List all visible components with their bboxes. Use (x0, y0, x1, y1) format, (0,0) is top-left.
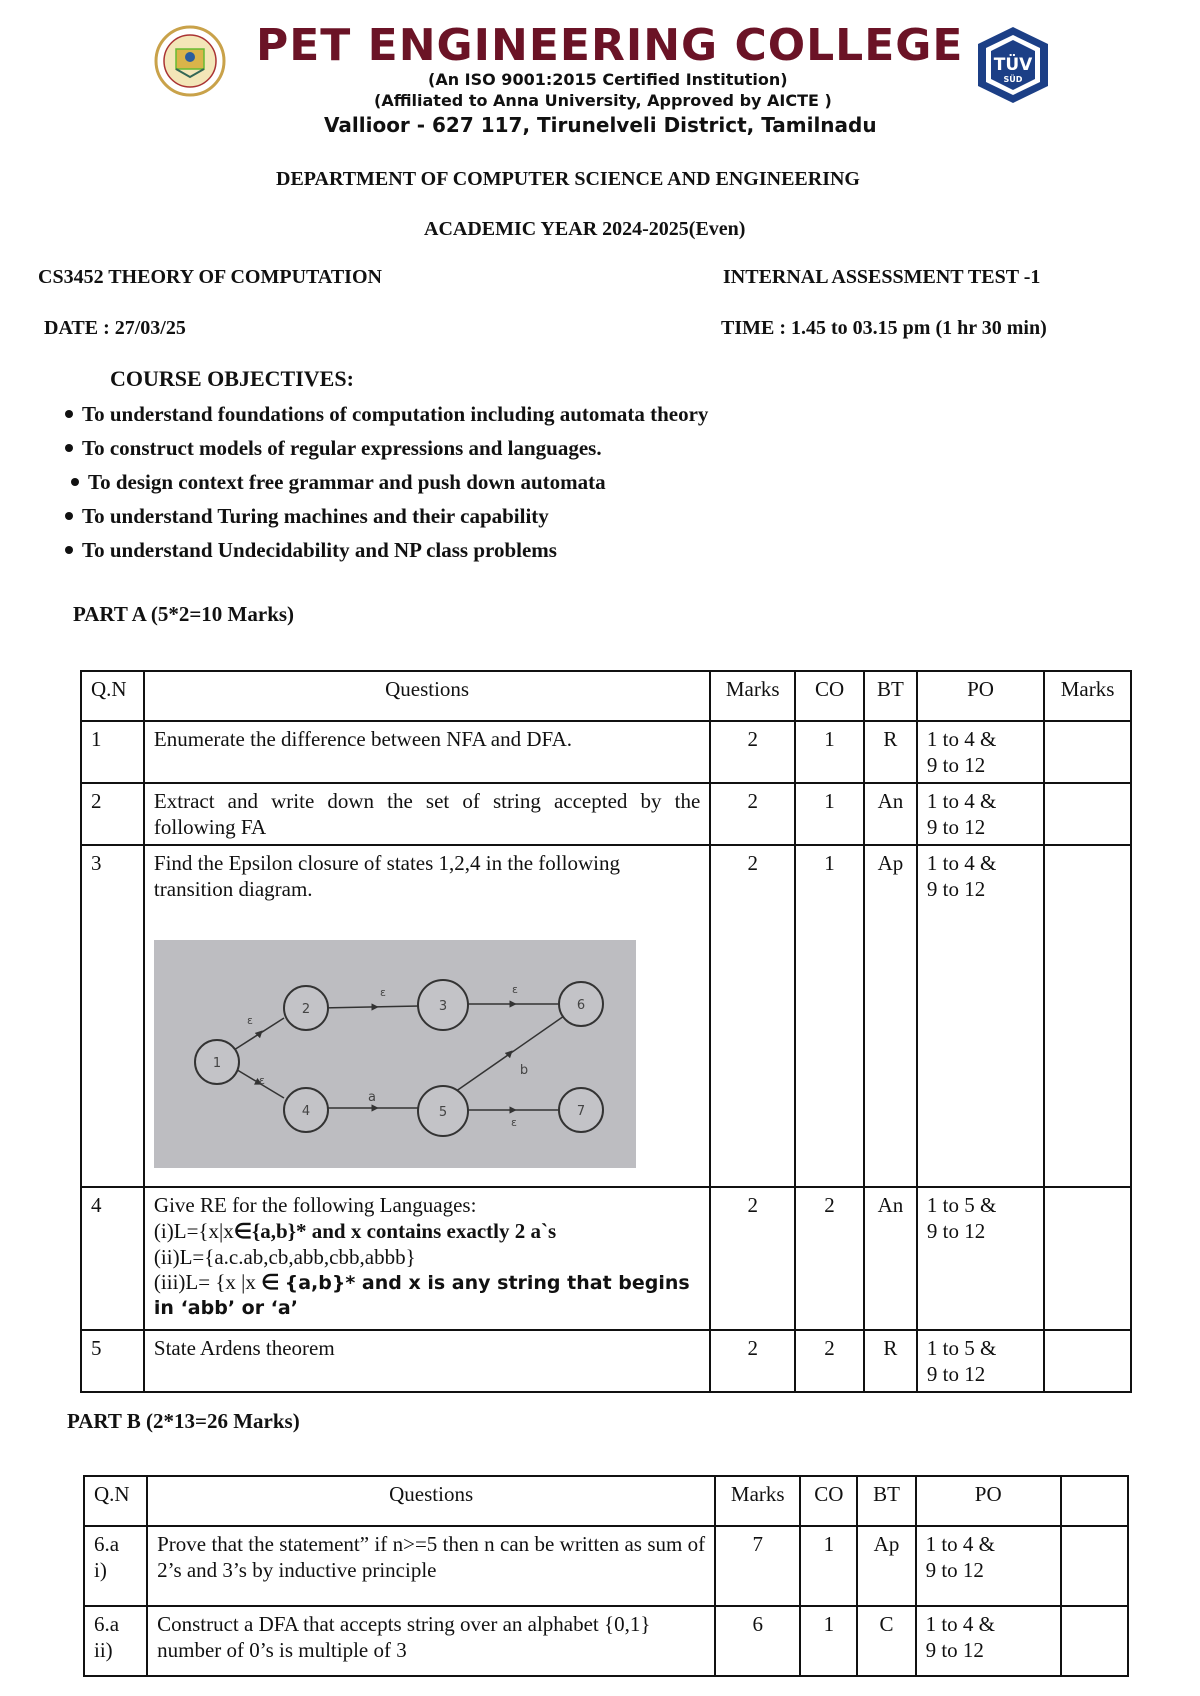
objective-item: To understand foundations of computation including automata theory (65, 400, 708, 434)
test-title: INTERNAL ASSESSMENT TEST -1 (723, 266, 1041, 288)
tuv-logo-subtext: SÜD (1003, 75, 1023, 84)
table-row (81, 845, 1131, 1187)
table-row (81, 1330, 1131, 1392)
exam-date: DATE : 27/03/25 (44, 317, 186, 339)
awarded-marks-cell (1044, 1330, 1131, 1392)
question-co: 2 (795, 1187, 864, 1330)
part-a-header-row (81, 671, 1131, 721)
question-number: 6.a i) (84, 1526, 147, 1606)
part-a-heading: PART A (5*2=10 Marks) (73, 602, 295, 626)
course-objectives-list (65, 400, 708, 570)
edge-label: ε (511, 983, 518, 996)
edge-label: ε (379, 986, 386, 999)
col-header-marks: Marks (710, 671, 795, 721)
question-bt: Ap (864, 845, 917, 1187)
table-row (81, 721, 1131, 783)
academic-year: ACADEMIC YEAR 2024-2025(Even) (424, 218, 746, 240)
question-number: 5 (81, 1330, 144, 1392)
question-po: 1 to 4 & 9 to 12 (917, 845, 1044, 1187)
question-subpart-ii: (ii)L={a.c.ab,cb,abb,cbb,abbb} (153, 1245, 416, 1269)
edge-label: ε (246, 1014, 253, 1027)
col-header-questions: Questions (144, 671, 710, 721)
edge-label: a (367, 1090, 376, 1105)
question-text: Construct a DFA that accepts string over an alphabet {0,1} number of 0’s is multiple of 3 (147, 1606, 715, 1676)
tuv-logo-text: TÜV (993, 55, 1033, 75)
question-bt: R (864, 721, 917, 783)
col-header-blank (1061, 1476, 1128, 1526)
question-co: 1 (795, 845, 864, 1187)
course-title: CS3452 THEORY OF COMPUTATION (38, 266, 382, 288)
question-cell (144, 845, 710, 1187)
question-co: 2 (795, 1330, 864, 1392)
question-marks: 6 (715, 1606, 800, 1676)
question-number: 6.a ii) (84, 1606, 147, 1676)
question-marks: 2 (710, 1330, 795, 1392)
question-marks: 2 (710, 783, 795, 845)
question-po: 1 to 4 & 9 to 12 (916, 1606, 1061, 1676)
objective-item: To design context free grammar and push down automata (65, 468, 708, 502)
state-label: 2 (301, 1002, 311, 1017)
col-header-bt: BT (857, 1476, 915, 1526)
part-a-table (80, 670, 1132, 1393)
question-subpart-i: (i)L={x|x∈{a,b}* and x contains exactly 2 a`s (153, 1219, 557, 1243)
awarded-marks-cell (1061, 1606, 1128, 1676)
col-header-bt: BT (864, 671, 917, 721)
college-name: PET ENGINEERING COLLEGE (256, 20, 964, 71)
awarded-marks-cell (1044, 1187, 1131, 1330)
question-po: 1 to 5 & 9 to 12 (917, 1330, 1044, 1392)
question-po: 1 to 4 & 9 to 12 (917, 783, 1044, 845)
col-header-co: CO (795, 671, 864, 721)
state-label: 6 (576, 998, 586, 1013)
col-header-awarded-marks: Marks (1044, 671, 1131, 721)
part-b-heading: PART B (2*13=26 Marks) (67, 1409, 300, 1433)
edge-label: ε (258, 1074, 265, 1087)
question-po: 1 to 5 & 9 to 12 (917, 1187, 1044, 1330)
question-number: 2 (81, 783, 144, 845)
question-marks: 2 (710, 845, 795, 1187)
question-marks: 2 (710, 721, 795, 783)
question-bt: An (864, 1187, 917, 1330)
question-bt: C (857, 1606, 915, 1676)
col-header-po: PO (917, 671, 1044, 721)
col-header-qn: Q.N (81, 671, 144, 721)
awarded-marks-cell (1044, 845, 1131, 1187)
question-subpart-iii: (iii)L= {x |x ∈ {a,b}* and x is any string that begins in ‘abb’ or ‘a’ (153, 1270, 690, 1319)
question-co: 1 (795, 721, 864, 783)
col-header-co: CO (800, 1476, 857, 1526)
question-co: 1 (800, 1606, 857, 1676)
table-row (84, 1526, 1128, 1606)
question-number: 3 (81, 845, 144, 1187)
table-row (84, 1606, 1128, 1676)
state-label: 3 (438, 999, 448, 1014)
question-bt: An (864, 783, 917, 845)
state-label: 4 (301, 1104, 311, 1119)
edge-label: ε (510, 1116, 517, 1129)
tuv-sud-certification-logo (968, 24, 1058, 106)
col-header-marks: Marks (715, 1476, 800, 1526)
edge-label: b (519, 1063, 529, 1078)
question-marks: 7 (715, 1526, 800, 1606)
state-label: 5 (438, 1105, 448, 1120)
awarded-marks-cell (1044, 721, 1131, 783)
question-marks: 2 (710, 1187, 795, 1330)
question-text: Extract and write down the set of string accepted by the following FA (144, 783, 710, 845)
table-row (81, 783, 1131, 845)
state-label: 1 (212, 1056, 222, 1071)
awarded-marks-cell (1044, 783, 1131, 845)
college-emblem-logo (150, 25, 230, 97)
college-address: Vallioor - 627 117, Tirunelveli District, Tamilnadu (324, 113, 877, 137)
objective-item: To construct models of regular expressions and languages. (65, 434, 708, 468)
question-number: 4 (81, 1187, 144, 1330)
question-bt: R (864, 1330, 917, 1392)
question-number: 1 (81, 721, 144, 783)
question-po: 1 to 4 & 9 to 12 (917, 721, 1044, 783)
question-bt: Ap (857, 1526, 915, 1606)
table-row (81, 1187, 1131, 1330)
part-b-header-row (84, 1476, 1128, 1526)
col-header-qn: Q.N (84, 1476, 147, 1526)
course-objectives-heading: COURSE OBJECTIVES: (110, 366, 354, 391)
question-co: 1 (795, 783, 864, 845)
question-co: 1 (800, 1526, 857, 1606)
department-name: DEPARTMENT OF COMPUTER SCIENCE AND ENGINEERING (276, 168, 860, 190)
objective-item: To understand Turing machines and their capability (65, 502, 708, 536)
question-cell (144, 1187, 710, 1330)
question-text: Find the Epsilon closure of states 1,2,4 in the following transition diagram. (153, 851, 620, 901)
state-label: 7 (576, 1104, 586, 1119)
awarded-marks-cell (1061, 1526, 1128, 1606)
part-b-table (83, 1475, 1129, 1677)
affiliation: (Affiliated to Anna University, Approved by AICTE ) (374, 91, 832, 110)
epsilon-transition-diagram (154, 940, 636, 1168)
question-text: State Ardens theorem (144, 1330, 710, 1392)
col-header-po: PO (916, 1476, 1061, 1526)
col-header-questions: Questions (147, 1476, 715, 1526)
exam-time: TIME : 1.45 to 03.15 pm (1 hr 30 min) (721, 317, 1047, 339)
objective-item: To understand Undecidability and NP class problems (65, 536, 708, 570)
question-text: Enumerate the difference between NFA and DFA. (144, 721, 710, 783)
question-text: Give RE for the following Languages: (153, 1193, 477, 1217)
question-text: Prove that the statement” if n>=5 then n can be written as sum of 2’s and 3’s by inductive principle (147, 1526, 715, 1606)
iso-certification: (An ISO 9001:2015 Certified Institution) (428, 70, 788, 89)
question-po: 1 to 4 & 9 to 12 (916, 1526, 1061, 1606)
